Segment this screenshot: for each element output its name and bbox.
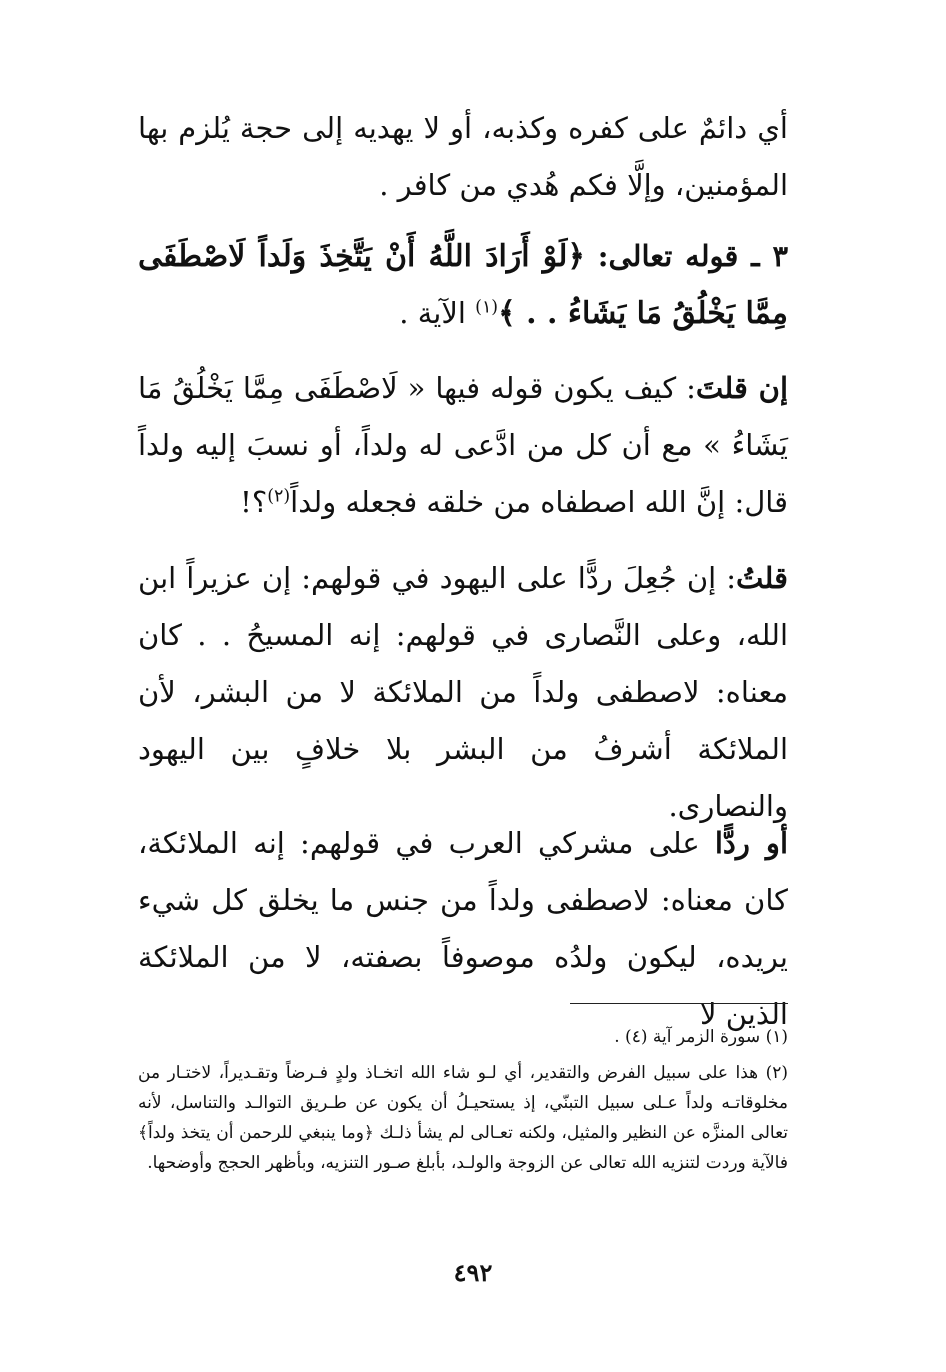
paragraph-3 — [138, 360, 788, 531]
paragraph-5-lead: أو ردًّا — [714, 826, 788, 860]
paragraph-5-text: على مشركي العرب في قولهم: إنه الملائكة، كان معناه: لاصطفى ولداً من جنس ما يخلق كل شيء يريده، ليكون ولدُه موصوفاً بصفته، لا من الملائكة الذين لا — [138, 826, 788, 1031]
paragraph-2-verse — [138, 228, 788, 342]
paragraph-5 — [138, 815, 788, 1043]
paragraph-4-text: : إن جُعِلَ ردًّا على اليهود في قولهم: إن عزيراً ابن الله، وعلى النَّصارى في قولهم: إنه المسيحُ . . كان معناه: لاصطفى ولداً من الملائكة لا من البشر، لأن الملائكة أشرفُ من البشر بلا خلافٍ بين اليهود والنصارى. — [138, 561, 788, 823]
footnote-1: (١) سورة الزمر آية (٤) . — [614, 1027, 788, 1047]
paragraph-3-end: ؟! — [240, 485, 268, 519]
quran-verse: ﴿لَوْ أَرَادَ اللَّهُ أَنْ يَتَّخِذَ وَلَداً لَاصْطَفَى مِمَّا يَخْلُقُ مَا يَشَاءُ . . ﴾ — [138, 239, 788, 331]
paragraph-3-text: : كيف يكون قوله فيها « لَاصْطَفَى مِمَّا يَخْلُقُ مَا يَشَاءُ » مع أن كل من ادَّعى له ولداً، أو نسبَ إليه ولداً قال: إنَّ الله اصطفاه من خلقه فجعله ولداً — [138, 371, 788, 519]
footnote-ref-2: (٢) — [267, 486, 291, 507]
paragraph-1-text: أي دائمٌ على كفره وكذبه، أو لا يهديه إلى حجة يُلزم بها المؤمنين، وإلَّا فكم هُدي من كافر . — [138, 111, 788, 202]
verse-heading: ٣ ـ قوله تعالى: — [584, 239, 789, 273]
footnote-separator — [570, 1003, 788, 1004]
paragraph-4 — [138, 550, 788, 835]
footnote-ref-1: (١) — [475, 297, 499, 318]
paragraph-3-lead: إن قلتَ — [695, 371, 789, 405]
paragraph-1 — [138, 100, 788, 214]
footnote-2: (٢) هذا على سبيل الفرض والتقدير، أي لـو شاء الله اتخـاذ ولدٍ فـرضاً وتقـديراً، لاختـار من مخلوقاتـه ولداً عـلى سبيل التبنّي، إذ يستحيـلُ أن يكون عن طـريق التوالـد والتناسل، لأنه تعالى المنزَّه عن النظير والمثيل، ولكنه تعـالى لم يشأ ذلـك ﴿وما ينبغي للرحمن أن يتخذ ولداً﴾ فالآية وردت لتنزيه الله تعالى عن الزوجة والولـد، بأبلغ صـور التنزيه، وبأظهر الحجج وأوضحها. — [138, 1063, 788, 1173]
paragraph-4-lead: قلتُ — [736, 561, 788, 595]
verse-suffix: الآية . — [399, 296, 476, 330]
page-number: ٤٩٢ — [453, 1258, 493, 1287]
